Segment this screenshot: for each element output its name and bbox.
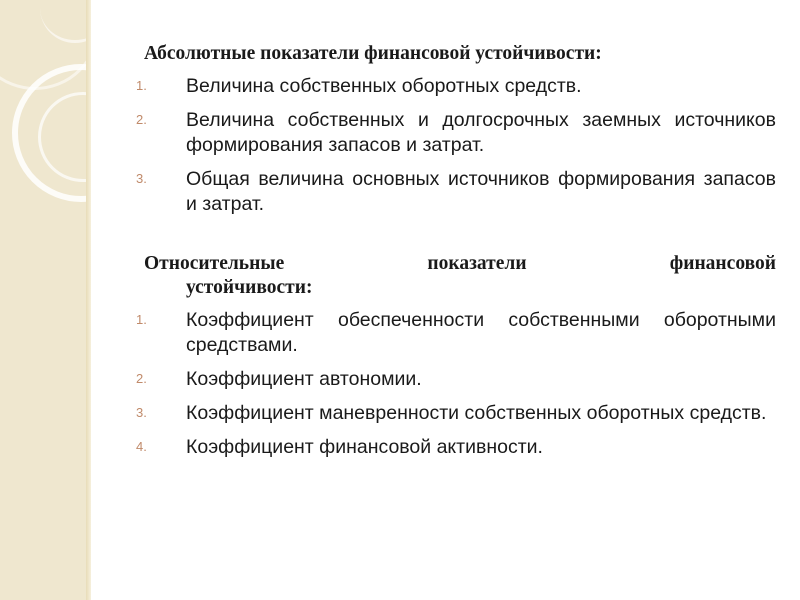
list-text: Коэффициент автономии.: [186, 368, 422, 390]
slide-content: [120, 42, 776, 469]
heading-word: Относительные: [144, 253, 285, 274]
list-item: [120, 74, 776, 99]
list-number: 3.: [136, 405, 147, 420]
list-text: Величина собственных и долгосрочных заемных источников формирования запасов и затрат.: [186, 109, 776, 156]
list-text: Коэффициент обеспеченности собственными оборотными средствами.: [186, 309, 776, 356]
list-item: [120, 435, 776, 460]
list-item: [120, 401, 776, 426]
list-text: Величина собственных оборотных средств.: [186, 75, 582, 97]
list-text: Коэффициент маневренности собственных оборотных средств.: [186, 402, 767, 424]
heading-word: финансовой: [669, 253, 776, 274]
list-text: Общая величина основных источников формирования запасов и затрат.: [186, 168, 776, 215]
heading-continuation: устойчивости:: [186, 277, 313, 298]
sidebar-edge: [86, 0, 91, 600]
list-number: 1.: [136, 312, 147, 327]
list-number: 2.: [136, 371, 147, 386]
list-item: [120, 167, 776, 217]
heading-word: показатели: [427, 253, 527, 274]
list-item: [120, 367, 776, 392]
decorative-sidebar: [0, 0, 88, 600]
list-number: 2.: [136, 112, 147, 127]
list-item: [120, 108, 776, 158]
list-number: 4.: [136, 439, 147, 454]
list-number: 1.: [136, 78, 147, 93]
absolute-indicators-heading: Абсолютные показатели финансовой устойчивости:: [144, 43, 602, 64]
relative-indicators-heading: [120, 252, 776, 300]
list-number: 3.: [136, 171, 147, 186]
list-text: Коэффициент финансовой активности.: [186, 436, 543, 458]
list-item: [120, 308, 776, 358]
